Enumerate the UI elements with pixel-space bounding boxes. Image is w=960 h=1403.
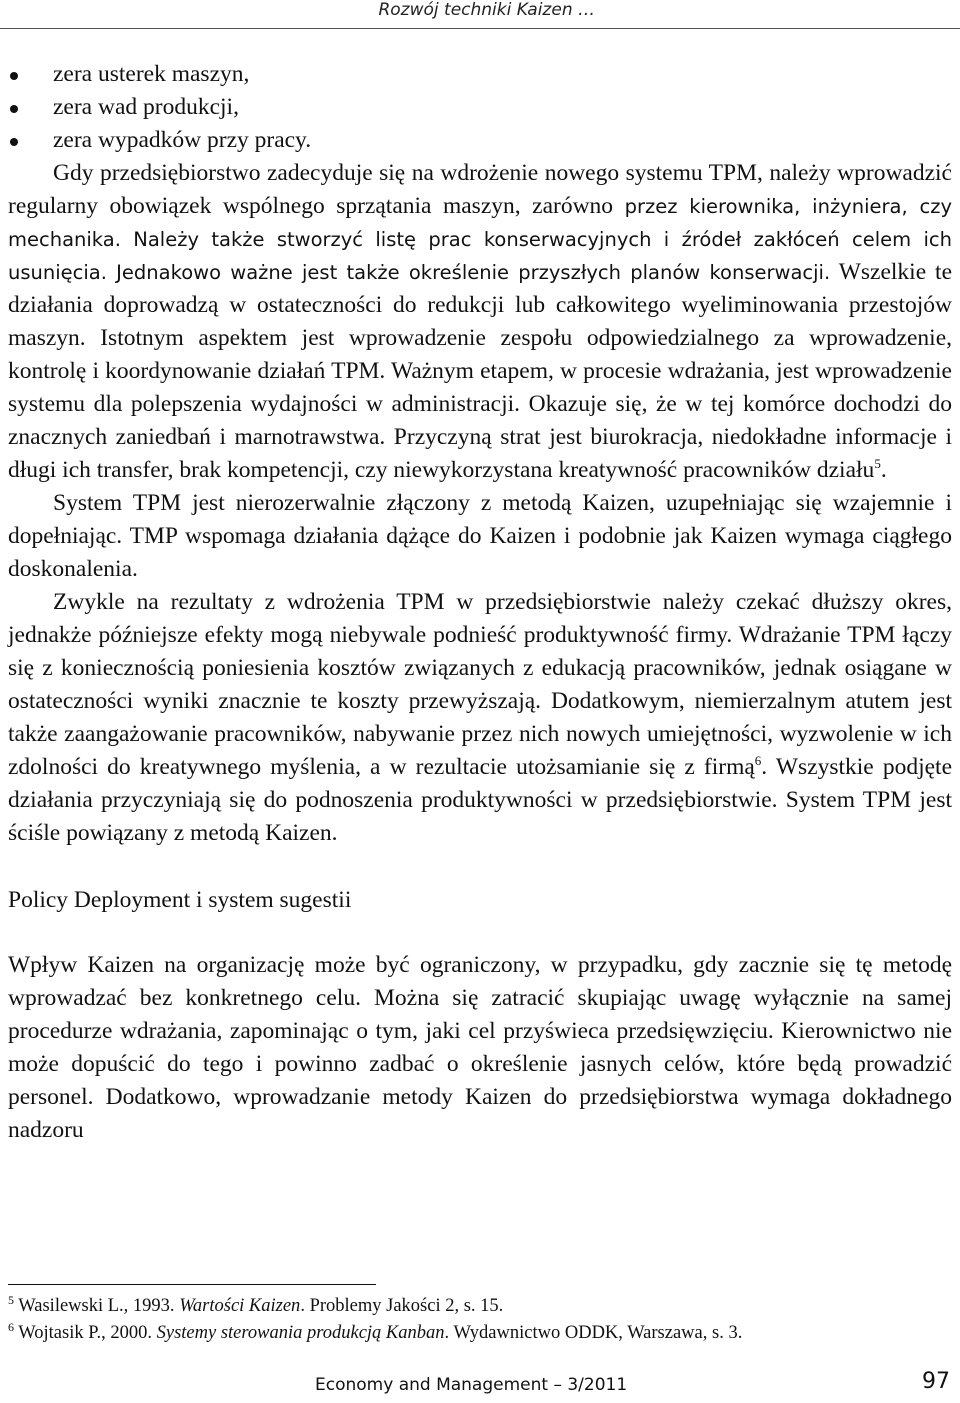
footnote-item	[8, 1320, 952, 1347]
paragraph-text: Wszelkie te działania doprowadzą w ostateczności do redukcji lub całkowitego wyeliminowania przestojów maszyn. Istotnym aspektem jest wprowadzenie zespołu odpowiedzialnego za wprowadzenie, kontrolę i koordynowanie działań TPM. Ważnym etapem, w procesie wdrażania, jest wprowadzenie systemu dla polepszenia wydajności w administracji. Okazuje się, że w tej komórce dochodzi do znacznych zaniedbań i marnotrawstwa. Przyczyną strat jest biurokracja, niedokładne informacje i długi ich transfer, brak kompetencji, czy niewykorzystana kreatywność pracowników działu	[8, 259, 953, 483]
page-footer	[0, 1369, 960, 1399]
footnote-number: 6	[8, 1320, 14, 1334]
paragraph-text: Gdy przedsiębiorstwo zadecyduje się na wdrożenie nowego systemu TPM, należy wprowadzić regularny obowiązek wspólnego sprzątania maszyn, zarówno	[8, 160, 952, 219]
footnote-ref: 6	[754, 753, 762, 768]
section-title: Policy Deployment i system sugestii	[8, 887, 352, 913]
paragraph-policy-deployment: Wpływ Kaizen na organizację może być ograniczony, w przypadku, gdy zacznie się tę metodę wprowadzać bez konkretnego celu. Można się zatracić skupiając uwagę wyłącznie na samej procedurze wdrażania, zapominając o tym, jaki cel przyświeca przedsięwzięciu. Kierownictwo nie może dopuścić do tego i powinno zadbać o określenie jasnych celów, które będą prowadzić personel. Dodatkowo, wprowadzanie metody Kaizen do przedsiębiorstwa wymaga dokładnego nadzoru	[8, 952, 952, 1143]
paragraph-tpm-kaizen: System TPM jest nierozerwalnie złączony z metodą Kaizen, uzupełniając się wzajemnie i dopełniając. TMP wspomaga działania dążące do Kaizen i podobnie jak Kaizen wymaga ciągłego doskonalenia.	[8, 490, 952, 582]
footnote-title: Systemy sterowania produkcją Kanban	[156, 1323, 445, 1343]
footnote-divider	[8, 1284, 376, 1285]
running-header	[0, 0, 960, 29]
footnote-author: Wojtasik P., 2000.	[18, 1323, 157, 1343]
footnote-author: Wasilewski L., 1993.	[18, 1296, 180, 1316]
paragraph-text-sans: przez kierownika, inżyniera, czy mechanika. Należy także stworzyć listę prac konserwacyjnych i źródeł zakłóceń celem ich usunięcia. Jednakowo ważne jest także określenie przyszłych planów konserwacji.	[8, 195, 952, 284]
running-title: Rozwój techniki Kaizen …	[378, 0, 595, 20]
footnote-title: Wartości Kaizen	[179, 1296, 301, 1316]
paragraph-end: .	[761, 754, 768, 780]
page-number: 97	[922, 1369, 950, 1394]
bullet-item: zera wad produkcji,	[8, 91, 952, 124]
bullet-item: zera usterek maszyn,	[8, 58, 952, 91]
paragraph-tpm-implementation	[8, 157, 952, 487]
paragraph-text: Wszystkie podjęte działania przyczyniają się do podnoszenia produktywności w przedsiębiorstwie. System TPM jest ściśle powiązany z metodą Kaizen.	[8, 754, 953, 846]
footnote-item	[8, 1293, 952, 1320]
footnotes	[8, 1293, 952, 1347]
bullet-item: zera wypadków przy pracy.	[8, 124, 952, 157]
paragraph-text: Zwykle na rezultaty z wdrożenia TPM w przedsiębiorstwie należy czekać dłuższy okres, jednakże późniejsze efekty mogą niebywale podnieść produktywność firmy. Wdrażanie TPM łączy się z koniecznością poniesienia kosztów związanych z edukacją pracowników, jednak osiągane w ostateczności wyniki znacznie te koszty przewyższają. Dodatkowym, niemierzalnym atutem jest także zaangażowanie pracowników, nabywanie przez nich nowych umiejętności, wyzwolenie w ich zdolności do kreatywnego myślenia, a w rezultacie utożsamianie się z firmą	[8, 589, 952, 780]
journal-name: Economy and Management – 3/2011	[315, 1375, 628, 1395]
footnote-ref: 5	[874, 456, 881, 471]
paragraph-tpm-results	[8, 586, 952, 850]
bullet-list	[8, 58, 952, 157]
footnote-number: 5	[8, 1293, 14, 1307]
paragraph-end: .	[880, 457, 887, 483]
body-text	[8, 58, 952, 1147]
footnote-source: . Wydawnictwo ODDK, Warszawa, s. 3.	[444, 1323, 743, 1343]
footnote-source: . Problemy Jakości 2, s. 15.	[300, 1296, 504, 1316]
